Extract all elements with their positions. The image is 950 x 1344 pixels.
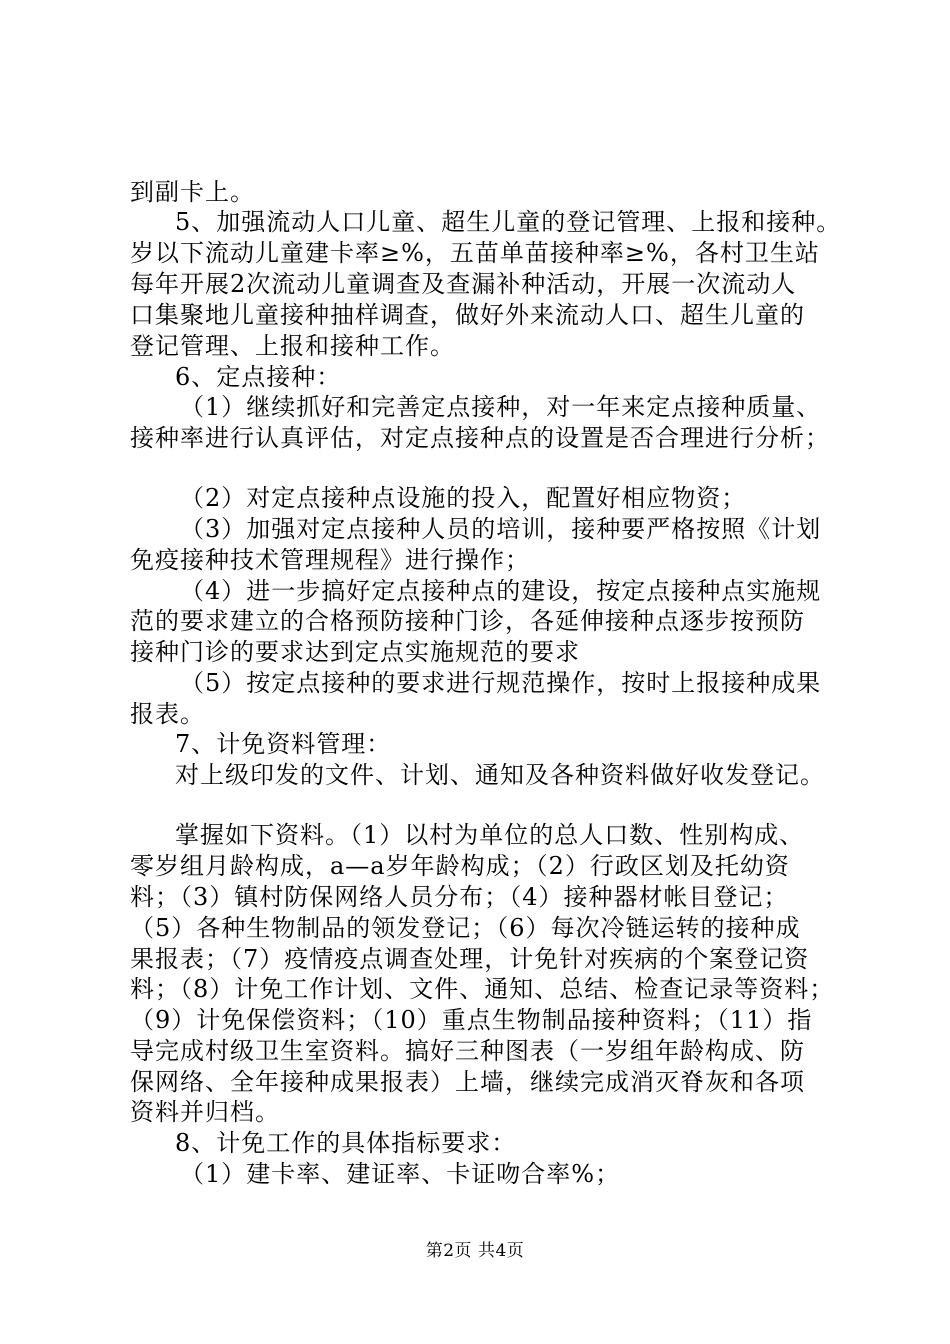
text-line: 范的要求建立的合格预防接种门诊，各延伸接种点逐步按预防 bbox=[130, 607, 805, 635]
text-line: 料；（8）计免工作计划、文件、通知、总结、检查记录等资料； bbox=[130, 975, 835, 1003]
text-line: 接种门诊的要求达到定点实施规范的要求 bbox=[130, 638, 580, 666]
text-line: 口集聚地儿童接种抽样调查，做好外来流动人口、超生儿童的 bbox=[130, 301, 805, 329]
text-line: （1）继续抓好和完善定点接种，对一年来定点接种质量、 bbox=[180, 393, 822, 421]
text-line: 8、计免工作的具体指标要求： bbox=[175, 1129, 517, 1157]
text-line: 果报表；（7）疫情疫点调查处理，计免针对疾病的个案登记资 bbox=[130, 945, 810, 973]
text-line: 资料并归档。 bbox=[130, 1098, 280, 1126]
text-line: （2）对定点接种点设施的投入，配置好相应物资； bbox=[180, 484, 747, 512]
text-line: （3）加强对定点接种人员的培训，接种要严格按照《计划 bbox=[180, 515, 822, 543]
text-line: 每年开展2次流动儿童调查及查漏补种活动，开展一次流动人 bbox=[130, 270, 797, 298]
text-line: （4）进一步搞好定点接种点的建设，按定点接种点实施规 bbox=[180, 577, 822, 605]
text-line: 免疫接种技术管理规程》进行操作； bbox=[130, 546, 530, 574]
text-line: （5）按定点接种的要求进行规范操作，按时上报接种成果 bbox=[180, 669, 822, 697]
text-line: 导完成村级卫生室资料。搞好三种图表（一岁组年龄构成、防 bbox=[130, 1037, 805, 1065]
text-line: （1）建卡率、建证率、卡证吻合率%； bbox=[180, 1160, 621, 1188]
text-line: 5、加强流动人口儿童、超生儿童的登记管理、上报和接种。 bbox=[175, 208, 842, 236]
text-line: 料；（3）镇村防保网络人员分布；（4）接种器材帐目登记； bbox=[130, 883, 789, 911]
text-line: 到副卡上。 bbox=[130, 178, 255, 206]
page-footer: 第2页 共4页 bbox=[425, 1241, 525, 1261]
text-line: 对上级印发的文件、计划、通知及各种资料做好收发登记。 bbox=[175, 761, 825, 789]
text-line: （5）各种生物制品的领发登记；（6）每次冷链运转的接种成 bbox=[130, 914, 801, 942]
text-line: 接种率进行认真评估，对定点接种点的设置是否合理进行分析； bbox=[130, 424, 830, 452]
text-line: 零岁组月龄构成，a—a岁年龄构成；（2）行政区划及托幼资 bbox=[130, 852, 790, 880]
text-line: 7、计免资料管理： bbox=[175, 730, 392, 758]
text-line: 掌握如下资料。（1）以村为单位的总人口数、性别构成、 bbox=[175, 821, 805, 849]
text-line: 报表。 bbox=[130, 700, 205, 728]
text-line: 6、定点接种： bbox=[175, 363, 342, 391]
text-line: （9）计免保偿资料；（10）重点生物制品接种资料；（11）指 bbox=[130, 1006, 813, 1034]
text-line: 岁以下流动儿童建卡率≥%，五苗单苗接种率≥%，各村卫生站 bbox=[130, 239, 820, 267]
text-line: 保网络、全年接种成果报表）上墙，继续完成消灭脊灰和各项 bbox=[130, 1068, 805, 1096]
text-line: 登记管理、上报和接种工作。 bbox=[130, 332, 455, 360]
